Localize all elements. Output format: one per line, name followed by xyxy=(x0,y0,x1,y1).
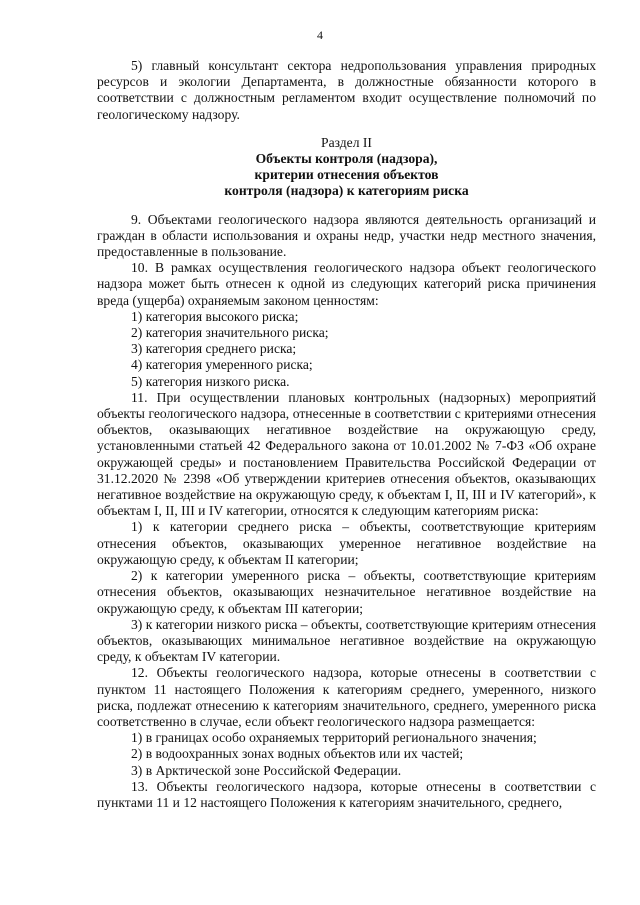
section-label: Раздел II xyxy=(321,134,372,150)
paragraph-13: 13. Объекты геологического надзора, которые отнесены в соответствии с пунктами 11 и 12 настоящего Положения к категориям значительного, среднего, xyxy=(97,778,596,810)
document-body xyxy=(97,58,596,811)
paragraph-10: 10. В рамках осуществления геологического надзора объект геологического надзора может быть отнесен к одной из следующих категорий риска причинения вреда (ущерба) охраняемым законом ценностям: xyxy=(97,260,596,308)
heading-spacer xyxy=(97,200,596,212)
list-item: 2) в водоохранных зонах водных объектов или их частей; xyxy=(131,746,464,762)
list-item: 3) категория среднего риска; xyxy=(131,341,297,357)
list-item: 1) в границах особо охраняемых территорий регионального значения; xyxy=(131,730,537,746)
list-item: 1) категория высокого риска; xyxy=(131,308,299,324)
list-item: 3) в Арктической зоне Российской Федерации. xyxy=(131,762,402,778)
section-title-line-1: Объекты контроля (надзора), xyxy=(255,151,438,167)
list-item: 2) к категории умеренного риска – объекты, соответствующие критериям отнесения объектов, оказывающих незначительное негативное воздействие на окружающую среду, к объектам III категории; xyxy=(97,568,596,616)
list-item: 3) к категории низкого риска – объекты, соответствующие критериям отнесения объектов, оказывающих минимальное негативное воздействие на окружающую среду, к объектам IV категории. xyxy=(97,616,596,665)
page-number: 4 xyxy=(317,28,323,42)
list-item: 4) категория умеренного риска; xyxy=(131,357,313,373)
paragraph-9: 9. Объектами геологического надзора являются деятельность организаций и граждан в области использования и охраны недр, участки недр местного значения, предоставленные в пользование. xyxy=(97,211,596,260)
intro-paragraph: 5) главный консультант сектора недропользования управления природных ресурсов и экологии Департамента, в должностные обязанности которого в соответствии с должностным регламентом входит осуществление полномочий по геологическому надзору. xyxy=(97,58,596,122)
list-item: 5) категория низкого риска. xyxy=(131,373,290,389)
section-title-line-2: критерии отнесения объектов xyxy=(254,167,439,183)
paragraph-11: 11. При осуществлении плановых контрольных (надзорных) мероприятий объекты геологического надзора, отнесенные в соответствии с критериями отнесения объектов, оказывающих негативное воздействие на окружающую среду, установленными статьей 42 Федерального закона от 10.01.2002 № 7-ФЗ «Об охране окружающей среды» и постановлением Правительства Российской Федерации от 31.12.2020 № 2398 «Об утверждении критериев отнесения объектов, оказывающих негативное воздействие на окружающую среду, к объектам I, II, III и IV категорий», к объектам I, II, III и IV категории, относятся к следующим категориям риска: xyxy=(97,389,596,519)
list-item: 1) к категории среднего риска – объекты, соответствующие критериям отнесения объектов, оказывающих умеренное негативное воздействие на окружающую среду, к объектам II категории; xyxy=(97,519,596,567)
paragraph-12: 12. Объекты геологического надзора, которые отнесены в соответствии с пунктом 11 настоящего Положения к категориям среднего, умеренного, низкого риска, подлежат отнесению к категориям значительного, среднего, умеренного риска соответственно в случае, если объект геологического надзора размещается: xyxy=(97,665,596,729)
list-item: 2) категория значительного риска; xyxy=(131,325,329,341)
section-title-line-3: контроля (надзора) к категориям риска xyxy=(224,183,469,199)
